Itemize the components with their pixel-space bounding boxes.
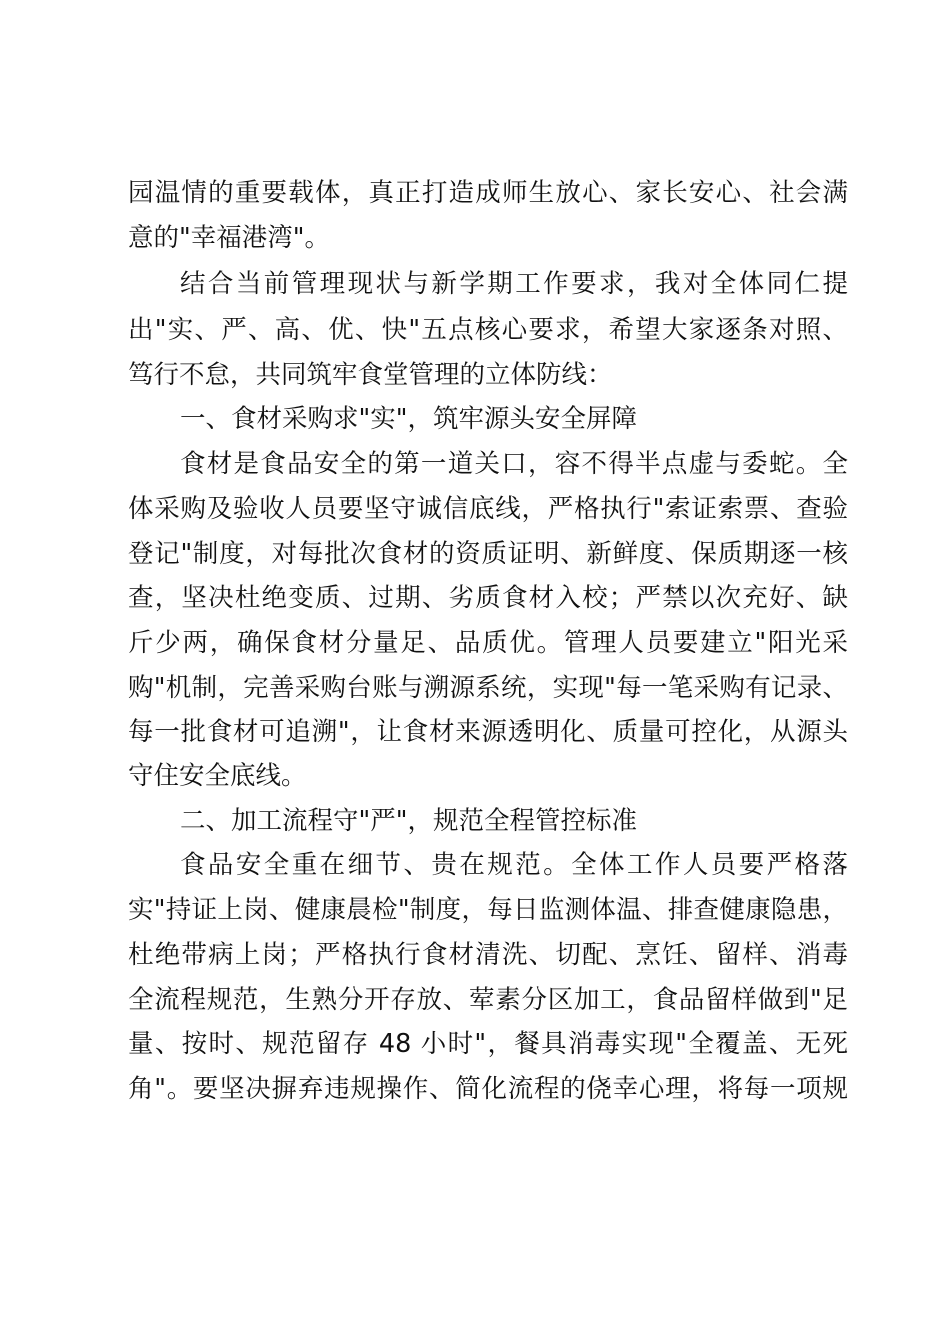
- section-heading-1: 一、食材采购求"实"，筑牢源头安全屏障: [180, 404, 637, 434]
- paragraph-line: 斤少两，确保食材分量足、品质优。管理人员要建立"阳光采: [128, 628, 848, 658]
- paragraph-line: 食材是食品安全的第一道关口，容不得半点虚与委蛇。全: [180, 449, 848, 479]
- paragraph-line: 出"实、严、高、优、快"五点核心要求，希望大家逐条对照、: [128, 315, 848, 345]
- paragraph-line: 角"。要坚决摒弃违规操作、简化流程的侥幸心理，将每一项规: [128, 1074, 848, 1104]
- paragraph-line: 体采购及验收人员要坚守诚信底线，严格执行"索证索票、查验: [128, 494, 848, 524]
- paragraph-line: 实"持证上岗、健康晨检"制度，每日监测体温、排查健康隐患，: [128, 895, 848, 925]
- paragraph-line: 意的"幸福港湾"。: [128, 223, 330, 253]
- paragraph-line: 园温情的重要载体，真正打造成师生放心、家长安心、社会满: [128, 178, 848, 208]
- paragraph-line: 购"机制，完善采购台账与溯源系统，实现"每一笔采购有记录、: [128, 673, 848, 703]
- paragraph-line: 全流程规范，生熟分开存放、荤素分区加工，食品留样做到"足: [128, 985, 848, 1015]
- paragraph-line: 查，坚决杜绝变质、过期、劣质食材入校；严禁以次充好、缺: [128, 583, 848, 613]
- paragraph-line: 结合当前管理现状与新学期工作要求，我对全体同仁提: [180, 269, 848, 299]
- paragraph-line: 食品安全重在细节、贵在规范。全体工作人员要严格落: [180, 850, 848, 880]
- section-heading-2: 二、加工流程守"严"，规范全程管控标准: [180, 806, 637, 836]
- paragraph-line: 守住安全底线。: [128, 761, 307, 791]
- paragraph-line: 每一批食材可追溯"，让食材来源透明化、质量可控化，从源头: [128, 717, 848, 747]
- paragraph-line: 量、按时、规范留存 48 小时"，餐具消毒实现"全覆盖、无死: [128, 1029, 848, 1059]
- paragraph-line: 杜绝带病上岗；严格执行食材清洗、切配、烹饪、留样、消毒: [128, 940, 848, 970]
- paragraph-line: 登记"制度，对每批次食材的资质证明、新鲜度、保质期逐一核: [128, 539, 848, 569]
- paragraph-line: 笃行不怠，共同筑牢食堂管理的立体防线：: [128, 360, 613, 390]
